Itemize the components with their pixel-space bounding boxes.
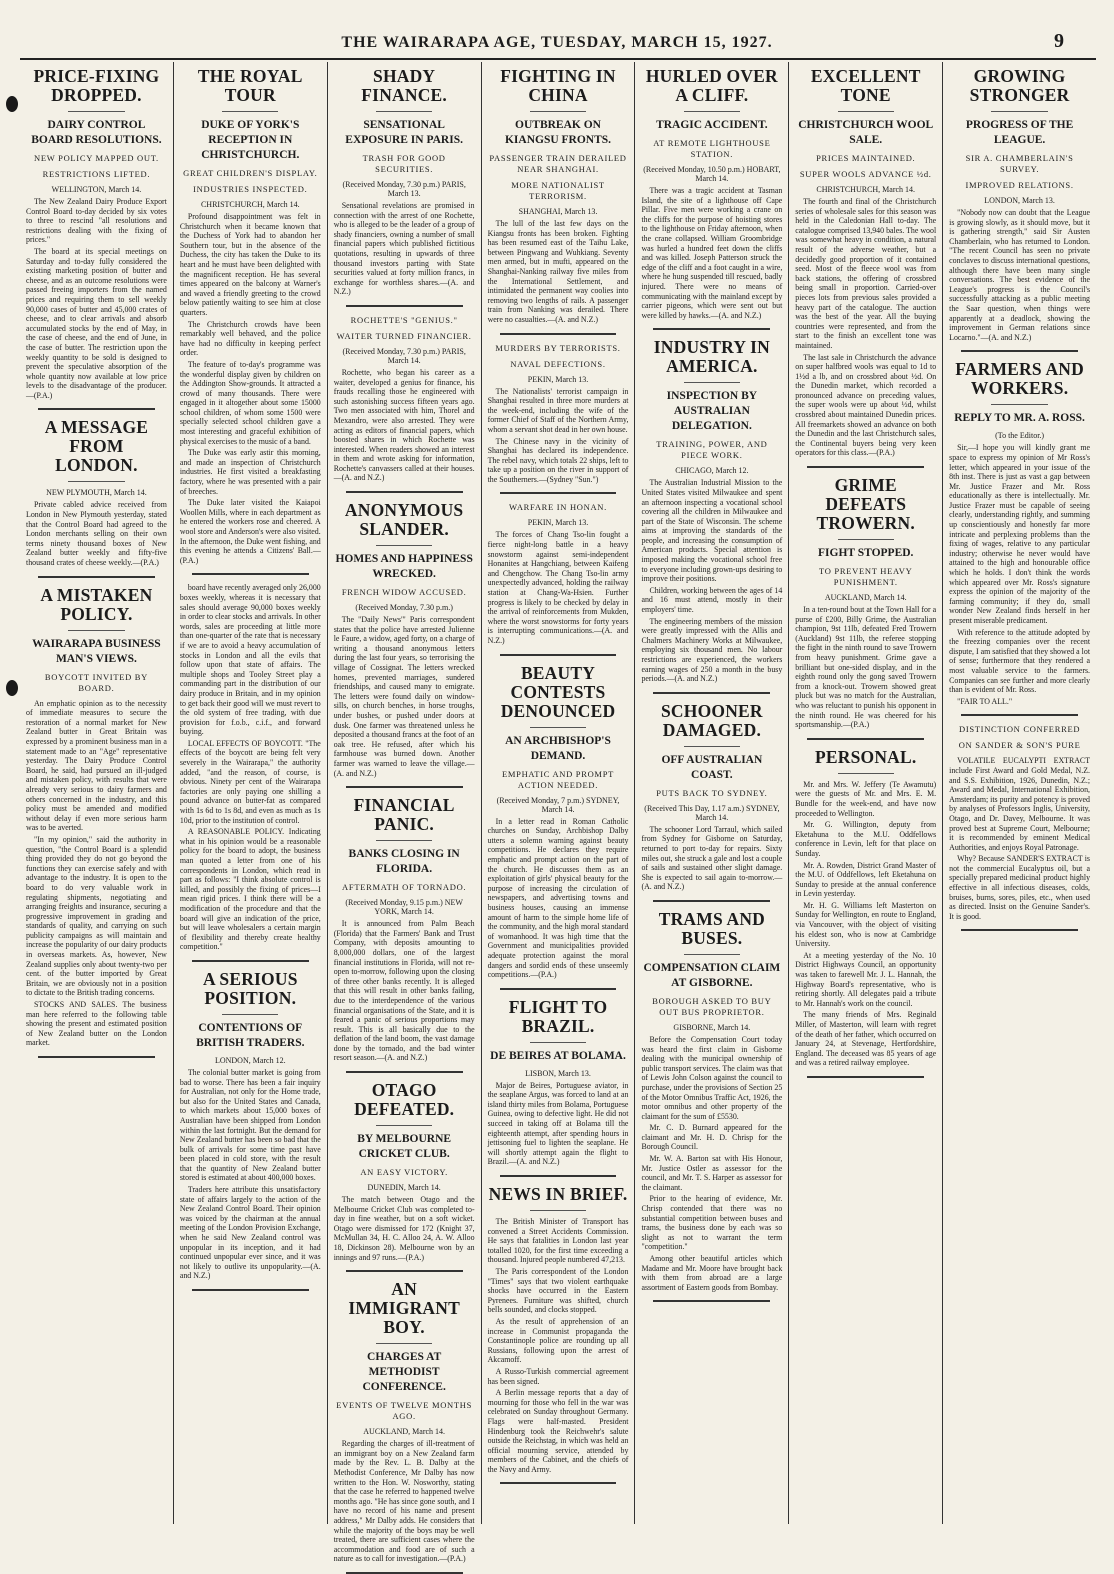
article-paragraph: The last sale in Christchurch the advance on super halfbred wools was equal to 1d to 1½d a lb, and on crossbred about ½d. On the Dunedin market, which recorded a pronounced advance on preceding values, the super wools were up about ½d, whilst crossbred about maintained Dunedin prices. All freemarkets showed an advance on both the Dunedin and the last Christchurch sales, the Continental buyers being very keen operators for this class.—(P.A.) [795,352,937,458]
article-subheading: DISTINCTION CONFERRED [958,724,1081,735]
article-paragraph: A Russo-Turkish commercial agreement has been signed. [487,1366,629,1386]
article-paragraph: The Duke was early astir this morning, and made an inspection of Christchurch industries. He first visited a breakfasting factory, where he was presented with a pair of breeches. [179,448,321,496]
article-dateline: LONDON, March 13. [984,196,1055,205]
article-body [641,186,782,320]
article-end-rule [961,929,1078,931]
article [26,418,167,577]
article-body [26,197,167,400]
article [488,343,629,495]
article-paragraph: It is announced from Palm Beach (Florida) that the Farmers' Bank and Trust Company, with deposits amounting to 8,000,000 dollars, one of the largest financial institutions in Florida, will not re-open to-morrow, following upon the closing of three other banks recently. It is alleged that this will result in other banks failing, due to the interdependence of the various financial organisations of the State, and it is feared a panic of serious proportions may result. This is all basically due to the deflation of the land boom, the vast damage done by the tornado, and the bad winter resort season.—(A. and N.Z.) [333,919,475,1063]
article-paragraph: The British Minister of Transport has convened a Street Accidents Commission. He says that fatalities in London last year totalled 1020, for the first time exceeding a thousand. Injured people numbered 47,213. [487,1217,629,1265]
article-body [488,817,629,980]
article [488,502,629,655]
page-number: 9 [1054,30,1064,52]
article-subheading: TO PREVENT HEAVY PUNISHMENT. [819,566,913,588]
article-paragraph: Children, working between the ages of 14 and 16 must attend, mostly in their employers' time. [641,585,783,615]
article-end-rule [38,576,155,578]
article-dateline: (To the Editor.) [995,431,1045,441]
article-paragraph: At a meeting yesterday of the No. 10 District Highways Council, an opportunity was taken to farewell Mr. J. L. Hannah, the Highway Board's representative, who is retiring shortly. All delegates paid a tribute to Mr. Hannah's work on the council. [795,950,937,1008]
headline-rule [222,111,278,112]
article-end-rule [38,1056,155,1058]
article-paragraph: LOCAL EFFECTS OF BOYCOTT. "The effects of the boycott are being felt very severely in the Wairarapa," the authority added, "and the reason, of course, is obvious. Ninety per cent of the Wairarapa factories are only paying one shilling a pound advance on butter-fat as compared with 1s 6d to 1s 8d, and even as much as 1s 10d, prior to the institution of control. [179,738,321,825]
article [488,1185,629,1484]
article-body [334,1195,475,1262]
article-body [795,605,936,730]
article-body [334,615,475,778]
article-paragraph: The many friends of Mrs. Reginald Miller, of Masterton, will learn with regret of the death of her father, which occurred on January 24, at Stevenage, Hertfordshire, England. The deceased was 85 years of age and was a retired railway employee. [795,1010,937,1068]
article-headline: GRIME DEFEATS TROWERN. [816,475,915,534]
article-headline: HURLED OVER A CLIFF. [645,66,778,105]
article [795,67,936,468]
article-headline: INDUSTRY IN AMERICA. [653,337,770,377]
article-body [795,197,936,458]
article [180,970,321,1291]
article-paragraph: Sensational revelations are promised in connection with the arrest of one Rochette, who is alleged to be the leader of a group of shady financiers, owning a number of small financial papers which published fictitious quotations, resulting in upwards of three thousand investors parting with State securities valued at forty million francs, in exchange for worthless shares.—(A. and N.Z.) [333,201,475,297]
article-paragraph: With reference to the attitude adopted by the freezing companies over the recent dispute, I am satisfied that they showed a lot of sense; furthermore that they rendered a most valuable service to the farmers. Companies can see further and more clearly than is evident of Mr. Ross. [949,627,1091,695]
masthead-rule [20,58,1096,60]
article [334,1280,475,1574]
article [949,67,1090,352]
headline-rule [684,382,740,383]
article-dateline: (Received Monday, 7.30 p.m.) [355,603,453,613]
article-dateline: (Received This Day, 1.17 a.m.) SYDNEY, March 14. [644,803,780,822]
article-paragraph: A Berlin message reports that a day of mourning for those who fell in the war was celebrated on Sunday throughout Germany. Flags were half-masted. President Hindenburg took the Reichwehr's salute outside the Reichstag, in which was held an official mourning service, attended by members of the Cabinet, and the chiefs of the Navy and Army. [487,1388,629,1474]
article-body [180,583,321,952]
article-subheading: NEW POLICY MAPPED OUT. [34,153,159,163]
article-subheading: OFF AUSTRALIAN COAST. [661,753,763,781]
article-end-rule [346,1270,463,1272]
article-subheading: SIR A. CHAMBERLAIN'S SURVEY. [965,153,1074,174]
article-subheading: CHRISTCHURCH WOOL SALE. [798,119,934,146]
article-end-rule [192,1289,309,1291]
article-subheading: PRICES MAINTAINED. [816,153,916,163]
article-end-rule [653,1300,770,1302]
article-headline: FIGHTING IN CHINA [500,66,616,105]
article-paragraph: "Nobody now can doubt that the League is growing slowly, as it should move, but it is gathering strength," said Sir Austen Chamberlain, who has returned to London. "The recent Council has seen no private conclaves to discuss international questions, although there have been many single conversations. The best evidence of the League's progress is the Council's successfully attacking as a public meeting the Saar question, when things were apparently at a deadlock, showing the improvement in German relations since Locarno."—(A. and N.Z.) [949,208,1091,342]
article-headline: A MESSAGE FROM LONDON. [44,417,149,476]
article [488,664,629,990]
newspaper-columns [20,62,1096,1564]
article-paragraph: Mr. and Mrs. W. Jeffery (Te Awamutu) were the guests of Mr. and Mrs. E. M. Bundle for the week-end, and have now proceeded to Wellington. [795,779,937,818]
article-paragraph: Profound disappointment was felt in Christchurch when it became known that the Duchess of York had to abandon her Southern tour, but in the absence of the Duchess, the city has taken the Duke to its heart and he must have been delighted with the magnificent reception. He has several times appeared on the balcony at Warner's and waved a friendly greeting to the crowd below patiently waiting to see him at close quarters. [179,212,321,317]
article-dateline: (Received Monday, 7.30 p.m.) PARIS, March 14. [342,346,466,365]
headline-rule [222,1014,278,1015]
article-subheading: IMPROVED RELATIONS. [965,180,1074,190]
article-body [641,478,782,683]
article-subheading: AT REMOTE LIGHTHOUSE STATION. [653,138,771,159]
article-body [334,201,475,297]
article-body [26,500,167,567]
article-subheading: DAIRY CONTROL BOARD RESOLUTIONS. [31,119,162,146]
headline-rule [376,111,432,112]
masthead [0,0,1114,58]
article-headline: FARMERS AND WORKERS. [955,359,1084,399]
article-subheading: INSPECTION BY AUSTRALIAN DELEGATION. [666,390,758,433]
article-end-rule [807,466,924,468]
article-subheading: AN ARCHBISHOP'S DEMAND. [505,734,611,762]
article-paragraph: The engineering members of the mission were greatly impressed with the Allis and Chalmers Machinery Works at Milwaukee, employing six thousand men. No labour restrictions are experienced, the workers earning wages of 250 a month in the busy periods.—(A. and N.Z.) [641,616,783,684]
article-dateline: LISBON, March 13. [525,1068,591,1078]
article-headline: TRAMS AND BUSES. [658,908,766,948]
article-body [949,443,1090,706]
article-end-rule [807,1076,924,1078]
article [334,1081,475,1272]
article-subheading: NAVAL DEFECTIONS. [510,358,606,369]
article [795,476,936,740]
article-dateline: SHANGHAI, March 13. [518,207,598,216]
article [26,586,167,1058]
article-headline: AN IMMIGRANT BOY. [348,1279,460,1338]
article-dateline: (Received Monday, 7 p.m.) SYDNEY, March 14. [496,795,620,814]
article-body [795,780,936,1068]
article-paragraph: Major de Beires, Portuguese aviator, in the seaplane Argus, was forced to land at an island thirty miles from Bolama, Portuguese Guinea, owing to defective light. He did not succeed in taking off at Bolama till the eighteenth attempt, after spending hours in jettisoning fuel to lighten the seaplane. He will shortly attempt again the flight to Brazil.—(A. and N.Z.) [487,1080,629,1167]
headline-rule [68,481,124,482]
article-body [641,825,782,892]
article-paragraph: The Duke later visited the Kaiapoi Woollen Mills, where in each department as he entered the workers rose and cheered. A wool store and Anderson's were also visited. In the afternoon, the Duke went fishing, and this evening he attends a Citizens' Ball.—(P.A.) [179,498,321,565]
article-paragraph: As the result of apprehension of an increase in Communist propaganda the Constantinople police are rounding up all Russians, following upon the arrest of Akcamoff. [487,1316,629,1365]
article-end-rule [653,328,770,330]
headline-rule [68,630,124,631]
article-paragraph: The Paris correspondent of the London "Times" says that two violent earthquake shocks have occurred in the Eastern Pyrenees. Furniture was shifted, church bells sounded, and clocks stopped. [487,1267,629,1315]
headline-rule [376,545,432,546]
article-body [488,530,629,645]
article-paragraph: The "Daily News'" Paris correspondent states that the police have arrested Julienne le Faure, a widow, aged forty, on a charge of writing a thousand anonymous letters during the last four years, so terrorising the village of Cossignat. The letters wrecked homes, prevented marriages, sundered friendships, and caused many to emigrate. The letters were found daily on window-sills, on church benches, in horse troughs, under bushes, or pushed under doors at dusk. One farmer was threatened unless he deposited a thousand francs at the foot of an oak tree. He refused, after which his farmhouse was burned down. Another farmer was warned to leave the village.—(A. and N.Z.) [333,615,475,778]
article-subheading: SUPER WOOLS ADVANCE ½d. [799,169,932,179]
article-dateline: (Received Monday, 7.30 p.m.) PARIS, March 13. [342,180,466,198]
article-paragraph: Mr. A. Rowden, District Grand Master of the M.U. of Oddfellows, left Eketahuna on Sunday to preside at the annual conference in Levin yesterday. [795,860,937,899]
article [949,360,1090,716]
article-subheading: ON SANDER & SON'S PURE [958,740,1081,751]
article-subheading: TRAINING, POWER, AND PIECE WORK. [656,439,768,461]
article [641,67,782,330]
article-subheading: BOYCOTT INVITED BY BOARD. [44,671,148,693]
article-paragraph: In a letter read in Roman Catholic churches on Sunday, Archbishop Dalby utters a solemn warning against beauty competitions. He declares they require emphatic and prompt action on the part of the church. He discusses them as an exploitation of girls' physical beauty for the purpose of increasing the circulation of newspapers, and advertising towns and business houses, causing an immense amount of harm to the simple home life of the community, and the high moral standard of womanhood. It was high time that the Government and municipalities provided adequate protection against the moral dangers and sordid ends of these unseemly competitions.—(P.A.) [487,816,629,980]
article-body [180,212,321,565]
article-body [949,208,1090,342]
article-dateline: GISBORNE, March 14. [673,1022,751,1032]
headline-rule [376,1343,432,1344]
article-dateline: CHRISTCHURCH, March 14. [200,200,300,209]
article-paragraph: Mr. G. Willington, deputy from Eketahuna to the M.U. Oddfellows conference in Levin, left for that place on Sunday. [795,820,937,858]
article-dateline: CHRISTCHURCH, March 14. [816,185,916,194]
article-dateline: (Received Monday, 10.50 p.m.) HOBART, March 14. [643,165,781,183]
column-7 [943,62,1096,1524]
article-paragraph: The lull of the last few days on the Kiangsu fronts has been broken. Fighting has been resumed east of the Taihu Lake, between Pingwang and Wuhkiang. Seventy men armed, but in mufti, appeared on the Shanghai-Nanking railway five miles from the International Settlement, and intimidated the permanent way coolies into removing two lengths of rails. A passenger train from Nanking was derailed. There were no casualties.—(A. and N.Z.) [487,219,629,324]
article-body [334,368,475,483]
article-subheading: FRENCH WIDOW ACCUSED. [341,587,467,598]
article-paragraph: Mr. H. G. Williams left Masterton on Sunday for Wellington, en route to England, via Vancouver, with the object of visiting his eldest son, who is now at Cambridge University. [795,900,937,949]
article-subheading: AFTERMATH OF TORNADO. [342,882,467,893]
article-end-rule [961,714,1078,716]
article-subheading: RESTRICTIONS LIFTED. [42,169,151,179]
article-subheading: AN EASY VICTORY. [360,1167,448,1178]
article-subheading: PASSENGER TRAIN DERAILED NEAR SHANGHAI. [489,153,627,174]
article-paragraph: In a ten-round bout at the Town Hall for a purse of £200, Billy Grime, the Australian champion, 9st 11lb, defeated Fred Trowern (Auckland) 9st 11lb, the referee stopping the fight in the ninth round to save Trowern from heavy punishment. Grime gave a brilliant but one-sided display, and in the eighth round only the gong saved Trowern from a knock-out. Trowern showed great pluck but was no match for the Australian, who was reluctant to punish his opponent in the ninth round. He was cheered for his sportsmanship.—(P.A.) [795,605,937,730]
article-paragraph: The feature of to-day's programme was the wonderful display given by children on the Addington Show-grounds. It attracted a crowd of many thousands. There were engaged in it altogether about some 15000 school children, of whom some 1500 were specially selected school children gave a most interesting and graceful exhibition of physical exercises to the music of a band. [179,359,321,446]
article-paragraph: The New Zealand Dairy Produce Export Control Board to-day decided by six votes to three to rescind "all resolutions and restrictions dealing with the fixing of prices." [26,197,167,245]
article-dateline: AUCKLAND, March 14. [824,593,907,603]
article-subheading: BANKS CLOSING IN FLORIDA. [348,848,460,876]
article-headline: ANONYMOUS SLANDER. [344,500,464,540]
headline-rule [838,111,894,112]
article-paragraph: The Chinese navy in the vicinity of Shanghai has declared its independence. The rebel navy, which totals 22 ships, left to take up a position on the river in support of the Southerners.—(Sydney "Sun.") [487,436,629,484]
article-body [26,699,167,1048]
article-subheading: BOROUGH ASKED TO BUY OUT BUS PROPRIETOR. [652,995,772,1017]
article-subheading: OUTBREAK ON KIANGSU FRONTS. [504,119,612,146]
article-subheading: PUTS BACK TO SYDNEY. [656,787,768,798]
article-headline: FINANCIAL PANIC. [353,795,455,835]
article-subheading: FIGHT STOPPED. [818,547,914,560]
article [949,724,1090,931]
headline-rule [838,773,894,774]
article-subheading: DE BEIRES AT BOLAMA. [490,1049,626,1062]
article-subheading: EVENTS OF TWELVE MONTHS AGO. [336,1400,473,1422]
punch-hole-mark [6,680,18,696]
article-subheading: HOMES AND HAPPINESS WRECKED. [335,553,473,581]
article-paragraph: Before the Compensation Court today was heard the first claim in Gisborne dealing with the municipal ownership of public transport services. The claim was that of Lewis John Colson against the council to purchase, under the provisions of Section 25 of the Motor Omnibus Traffic Act, 1926, the motor omnibus and other property of the claimant for the sum of £5530. [641,1034,783,1121]
article-paragraph: Mr. C. D. Burnard appeared for the claimant and Mr. H. D. Chrisp for the Borough Council. [641,1123,783,1152]
article-paragraph: The match between Otago and the Melbourne Cricket Club was completed to-day in fine weather, but on a soft wicket. Otago were dismissed for 172 (Knight 37, McMullan 34, H. C. Alloo 24, A. W. Alloo 18, Dickinson 28). Melbourne won by an innings and 97 runs.—(P.A.) [333,1195,475,1262]
article-end-rule [500,988,617,990]
column-6 [789,62,943,1524]
article [641,338,782,693]
column-4 [482,62,636,1524]
article [795,748,936,1078]
headline-rule [530,1042,586,1043]
article-headline: A MISTAKEN POLICY. [40,584,153,624]
article-subheading: TRASH FOR GOOD SECURITIES. [362,153,446,174]
article-end-rule [346,491,463,493]
article-subheading: SENSATIONAL EXPOSURE IN PARIS. [345,119,463,146]
article-dateline: AUCKLAND, March 14. [363,1427,446,1437]
article-body [334,919,475,1063]
article-body [488,219,629,325]
headline-rule [530,727,586,728]
headline-rule [68,111,124,112]
article-paragraph: STOCKS AND SALES. The business man here referred to the following table showing the present and estimated position of New Zealand butter on the London market. [26,1000,167,1048]
article [641,702,782,902]
article-headline: PRICE-FIXING DROPPED. [33,66,160,105]
article-end-rule [38,408,155,410]
article [334,796,475,1073]
article-end-rule [500,1175,617,1177]
article-end-rule [500,1482,617,1484]
article-paragraph: The fourth and final of the Christchurch series of wholesale sales for this season was held in the Caledonian Hall to-day. The catalogue comprised 13,940 bales. The wool was somewhat heavy in condition, a natural result of the adverse weather, but a decidedly good proportion of it contained seed. Most of the fleece wool was from back stations, the offering of crossbred being small in proportion. Carried-over pieces lots from previous sales provided a heavy part of the catalogue. The auction was the best of the year. All the buying countries were represented, and from the start to the finish an excellent tone was maintained. [795,197,937,350]
article-subheading: DUKE OF YORK'S RECEPTION IN CHRISTCHURCH. [201,119,300,161]
article-headline: OTAGO DEFEATED. [354,1080,455,1120]
article-paragraph: Sir,—I hope you will kindly grant me space to express my opinion of Mr Ross's letter, which appeared in your issue of the 8th inst. There is just as vast a gap between Mr. Justice Frazer and Mr. Ross educationally as there is intellectually. Mr. Justice Frazer must be capable of seeing clearly, understanding rightly, and summing up conscientiously and honestly far more intricate and perplexing problems than the fixing of wages, relative to any particular industry; otherwise he never would have attained to the high and honourable office which he holds. I don't think the words which appeared over Mr. Ross's signature express the opinion of the majority of the farming community; if they do, small wonder New Zealand finds herself in her present miserable predicament. [949,443,1091,625]
article-headline: A SERIOUS POSITION. [202,968,298,1008]
article-end-rule [500,492,617,494]
article-paragraph: Mr. W. A. Barton sat with His Honour, Mr. Justice Ostler as assessor for the council, and Mr. T. S. Harper as assessor for the claimant. [641,1154,783,1192]
headline-rule [684,111,740,112]
article-headline: FLIGHT TO BRAZIL. [508,996,608,1036]
article-paragraph: Traders here attribute this unsatisfactory state of affairs largely to the action of the New Zealand Control Board. Their opinion was voiced by the chairman at the annual meeting of the London Provision Exchange, when he said New Zealand control was unpopular in its inception, and it had continued unpopular ever since, and it was not likely to outlive its unpopularity.—(A. and N.Z.) [179,1185,321,1281]
article-subheading: WAIRARAPA BUSINESS MAN'S VIEWS. [32,637,161,665]
headline-rule [530,111,586,112]
article [334,315,475,493]
article-paragraph: Regarding the charges of ill-treatment of an immigrant boy on a New Zealand farm made by the Rev. L. B. Dalby at the Methodist Conference, Mr Dalby has now written to the Hon. W. Nosworthy, stating that the case he referred to happened twelve months ago. "He has since gone south, and I have no record of his name and present address," Mr Dalby adds. He considers that while the majority of the boys may be well treated, there are sufficient cases where the accommodation and food are of such a nature as to call for investigation.—(P.A.) [333,1439,475,1564]
article-subheading: CHARGES AT METHODIST CONFERENCE. [362,1351,446,1394]
article-subheading: COMPENSATION CLAIM AT GISBORNE. [643,961,781,989]
article-subheading: EMPHATIC AND PROMPT ACTION NEEDED. [502,768,615,790]
article-paragraph: VOLATILE EUCALYPTI EXTRACT include First Award and Gold Medal, N.Z. and S.S. Exhibition, 1926, Dunedin, N.Z.; Award and Medal, International Exhibition, Amsterdam; its purity and potency is proved by analyses of Professors Inglis, University, Otago, and Dr. Davey, Melbourne. It was proved best at Supreme Court, Melbourne; it is recommended by eminent Medical Authorities, and enjoys Royal Patronage. [949,756,1091,852]
headline-rule [991,404,1047,405]
newspaper-title: THE WAIRARAPA AGE, TUESDAY, MARCH 15, 1927. [341,34,773,51]
article-end-rule [653,900,770,902]
article-subheading: CONTENTIONS OF BRITISH TRADERS. [196,1021,305,1049]
article-subheading: WARFARE IN HONAN. [509,502,607,513]
article-body [949,756,1090,921]
article-end-rule [500,333,617,335]
article-headline: NEWS IN BRIEF. [488,1184,628,1205]
article-subheading: BY MELBOURNE CRICKET CLUB. [357,1133,452,1161]
article-dateline: PEKIN, March 13. [527,374,589,384]
article-subheading: WAITER TURNED FINANCIER. [336,330,472,341]
headline-rule [991,111,1047,112]
article-body [641,1035,782,1292]
article-paragraph: There was a tragic accident at Tasman Island, the site of a lighthouse off Cape Pillar. Five men were working a crane on the cliffs for the purpose of hoisting stores to the lighthouse on Friday afternoon, when the crane collapsed. William Groombridge was hurled a hundred feet down the cliffs and was killed. Joseph Patterson struck the edge of the cliff and a foot caught in a wire, where he hung suspended till rescued, badly injured. There were no means of communicating with the mainland except by carrier pigeons, which were sent out but were killed by hawks.—(A. and N.Z.) [641,186,783,320]
article-paragraph: Private cabled advice received from London in New Plymouth yesterday, stated that the Control Board had agreed to the London merchants selling on their own terms ninety thousand boxes of New Zealand butter weekly and fifty-five thousand crates of cheese weekly.—(P.A.) [26,500,167,568]
article-paragraph: Rochette, who began his career as a waiter, developed a genius for finance, his frauds recalling those he engineered with such astonishing success fifteen years ago. Two men associated with him, Thorel and Mexandro, were also arrested. They were acting as editors of financial papers, which boosted shares in which Rochette was interested. When readers showed an interest in them and wrote asking for information, Rochette's canvassers called at their houses.—(A. and N.Z.) [333,367,475,483]
article-dateline: CHICAGO, March 12. [675,466,749,476]
article-paragraph: The Australian Industrial Mission to the United States visited Milwaukee and spent an afternoon inspecting a vocational school covering all the children in Milwaukee and part of the State of Wisconsin. The scheme aims at improving the standards of the people, and increasing the consumption of American products. Special attention is imposed making the vocational school free to everyone including grown-ups desiring to improve their positions. [641,478,783,584]
article-dateline: WELLINGTON, March 14. [51,185,142,194]
article-paragraph: The schooner Lord Tarraul, which sailed from Sydney for Gisborne on Saturday, returned to port to-day for repairs. Sixty miles out, she struck a gale and lost a couple of sails and sustained other slight damage. She is expected to sail again to-morrow.—(A. and N.Z.) [641,824,783,892]
article-headline: THE ROYAL TOUR [197,66,303,105]
article-subheading: GREAT CHILDREN'S DISPLAY. [183,168,318,178]
article-body [488,387,629,485]
article-headline: EXCELLENT TONE [810,66,921,105]
article-body [180,1068,321,1281]
article-paragraph: The Christchurch crowds have been remarkably well behaved, and the police have had no difficulty in keeping perfect order. [179,319,321,358]
article-headline: SCHOONER DAMAGED. [660,700,763,740]
article [334,67,475,307]
article-headline: PERSONAL. [814,746,917,767]
headline-rule [376,840,432,841]
article-end-rule [192,960,309,962]
article-end-rule [192,573,309,575]
article-dateline: NEW PLYMOUTH, March 14. [46,488,147,498]
column-3 [328,62,482,1564]
article-subheading: PROGRESS OF THE LEAGUE. [965,119,1074,146]
article [641,910,782,1302]
article-end-rule [346,305,463,307]
article-paragraph: The colonial butter market is going from bad to worse. There has been a fair inquiry for Australian, not only for the Home trade, but also for the United States and Canada, to which markets about 15,000 boxes of Australian have been shipped from London within the last fortnight. But the demand for New Zealand butter has been so bad that the bulk of arrivals for some time past have been placed in cold store, with the result that the quantity of New Zealand butter stored is estimated at about 400,000 boxes. [179,1067,321,1183]
article-subheading: ROCHETTE'S "GENIUS." [350,314,458,325]
article-paragraph: The board at its special meetings on Saturday and to-day fully considered the existing marketing position of butter and cheese, and as an outcome resolutions were passed freeing importers from the named prices and requiring them to sell weekly 90,000 cases of butter and 45,000 crates of cheese, and to clear arrivals and absorb accumulated stocks by the end of May, in the case of cheese, and the end of June, in the case of butter. The restriction upon the weekly quantity to be sold is designed to prevent the speculative absorption of the whole quantity now available at low price levels to the disadvantage of the producer.—(P.A.) [26,246,167,400]
article-end-rule [346,786,463,788]
article-end-rule [346,1071,463,1073]
article [488,998,629,1177]
headline-rule [376,1125,432,1126]
headline-rule [684,954,740,955]
article-paragraph: Prior to the hearing of evidence, Mr. Chrisp contended that there was no substantial competition between buses and trams, the business done by each was so slight as not to warrant the term "competition." [641,1194,783,1252]
article-subheading: INDUSTRIES INSPECTED. [193,184,308,194]
headline-rule [684,746,740,747]
article-body [488,1217,629,1474]
headline-rule [838,539,894,540]
article-end-rule [961,350,1078,352]
article-dateline: DUNEDIN, March 14. [367,1183,441,1193]
article-paragraph: Among other beautiful articles which Madame and Mr. Moore have brought back with them from abroad are a large assortment of Eastern goods from Bombay. [641,1254,783,1292]
article-dateline: LONDON, March 12. [214,1055,286,1065]
article-paragraph: The Nationalists' terrorist campaign in Shanghai resulted in three more murders at the week-end, including the wife of the former Chief of Staff of the Northern Army, whom a servant shot dead in her own house. [487,386,629,434]
article-headline: BEAUTY CONTESTS DENOUNCED [500,662,616,721]
article-paragraph: The forces of Chang Tso-lin fought a fierce night-long battle in a heavy snowstorm against semi-independent Honanites at Hangchiang, between Kaifeng and Chengchow. The Chang Tso-lin army unexpectedly advanced, holding the railway station at Chang-Wa-Hsien. Further progress is likely to be checked by delay in the arrival of reinforcements from Mukden, where the worst snowstorms for forty years is interrupting communications.—(A. and N.Z.) [487,530,629,645]
article-dateline: PEKIN, March 13. [527,518,589,528]
article [488,67,629,335]
column-5 [635,62,789,1524]
article [26,67,167,410]
article-subheading: MORE NATIONALIST TERRORISM. [511,180,605,201]
article-end-rule [807,738,924,740]
article-body [334,1439,475,1564]
article-paragraph: A REASONABLE POLICY. Indicating what in his opinion would be a reasonable policy for the board to adopt, the business man quoted a letter from one of his correspondents in London, which read in part as follows: "I think absolute control is killed, and possibly the fixing of prices—I mean rigid prices. I think there will be a modification of the procedure and that the board will give an indication of the price, but will leave wholesalers a certain margin of flexibility and thereby create healthy competition." [179,827,321,952]
column-2 [174,62,328,1524]
article [180,67,321,575]
headline-rule [530,1210,586,1211]
article-body [488,1081,629,1167]
article-dateline: (Received Monday, 9.15 p.m.) NEW YORK, March 14. [345,898,463,917]
article-paragraph: board have recently averaged only 26,000 boxes weekly, whereas it is necessary that sales should average 90,000 boxes weekly in order to clear stocks and arrivals. In other words, sales are proceeding at little more than one-quarter of the rate that is necessary if we are to avoid a heavy accumulation of stocks in London and all the evils that follow upon that state of affairs. The multiple shops and Tooley Street play a commanding part in the distribution of our dairy produce in Britain, and in my opinion to get back their good will we must revert to the old system of free trading, with due provision for f.o.b., c.i.f., and forward buying. [179,583,321,737]
article-paragraph: "In my opinion," said the authority in question, "the Control Board is a splendid thing provided they do not go beyond the functions they can exercise safely and with advantage to the industry. It is open to the board to do very valuable work in regulating shipments, negotiating and arranging freights and insurance, securing a progressive improvement in grading and standards of quality, and carrying on such publicity campaigns as will maintain and increase the popularity of our dairy products in overseas markets. As, however, New Zealand supplies only about twenty-two per cent. of the butter imported by Great Britain, we are obviously not in a position to dictate to the British trading concerns. [26,834,167,998]
column-1 [20,62,174,1524]
article-end-rule [653,692,770,694]
article-subheading: MURDERS BY TERRORISTS. [495,342,621,353]
article-headline: GROWING STRONGER [969,66,1070,105]
article-paragraph: Why? Because SANDER'S EXTRACT is not the commercial Eucalyptus oil, but a specially prepared medicinal product highly effective in all infectious diseases, colds, bruises, burns, sores, piles, etc., when used as directed. Insist on the Genuine Sander's. It is good. [949,854,1091,921]
article [180,583,321,962]
article-headline: SHADY FINANCE. [361,66,447,105]
article [334,501,475,788]
article-subheading: REPLY TO MR. A. ROSS. [954,412,1085,425]
article-paragraph: "FAIR TO ALL." [957,696,1013,706]
article-paragraph: An emphatic opinion as to the necessity of immediate measures to secure the restoration of a normal market for New Zealand butter in Great Britain was expressed by a prominent business man in a statement made to an "Age" representative yesterday. The Dairy Produce Control Board, he said, had pursued an ill-judged and mistaken policy, with results that were already very serious to dairy farmers and others concerned in the industry, and this policy must be amended and modified without delay if even more serious harm was to be averted. [26,698,167,833]
punch-hole-mark [6,96,18,112]
article-subheading: TRAGIC ACCIDENT. [656,119,768,131]
article-end-rule [500,654,617,656]
